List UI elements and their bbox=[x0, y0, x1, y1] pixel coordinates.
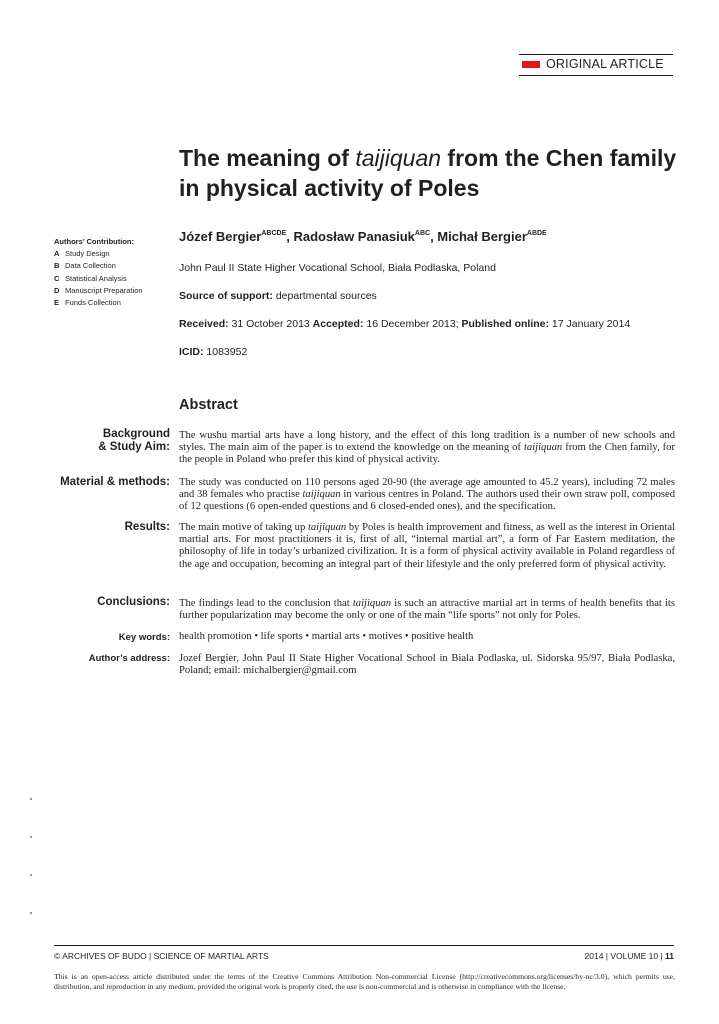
margin-mark bbox=[30, 836, 32, 838]
contribution-item: E Funds Collection bbox=[54, 298, 121, 308]
author-name: Michał Bergier bbox=[437, 229, 527, 244]
results-label: Results: bbox=[124, 521, 170, 533]
conclusions-text: The findings lead to the conclusion that taijiquan is such an attractive martial art in terms of health benefits that its further popularization may become the only or one of the main “life sports” not only for Poles. bbox=[179, 598, 675, 622]
margin-mark bbox=[30, 798, 32, 800]
affiliation: John Paul II State Higher Vocational School, Biała Podlaska, Poland bbox=[179, 262, 496, 274]
title-italic: taijiquan bbox=[355, 145, 442, 171]
abstract-heading: Abstract bbox=[179, 397, 238, 413]
section-label: ORIGINAL ARTICLE bbox=[546, 57, 664, 71]
contribution-item: A Study Design bbox=[54, 249, 110, 259]
contribution-item: D Manuscript Preparation bbox=[54, 285, 143, 295]
icid: ICID: 1083952 bbox=[179, 346, 248, 358]
margin-mark bbox=[30, 874, 32, 876]
section-marker bbox=[522, 61, 540, 68]
authors-contribution bbox=[54, 236, 143, 309]
license-text: This is an open-access article distributed under the terms of the Creative Commons Attribution Non-commercial License (http://creativecommons.org/licenses/by-nc/3.0), which permits use, distribution, and reproduction in any medium, provided the original work is properly cited, the use is non-commercial and is otherwise in compliance with the license. bbox=[54, 972, 675, 991]
contribution-heading: Authors’ Contribution: bbox=[54, 237, 134, 246]
contribution-item: B Data Collection bbox=[54, 261, 116, 271]
keywords-text: health promotion • life sports • martial arts • motives • positive health bbox=[179, 631, 474, 642]
author-name: Józef Bergier bbox=[179, 229, 262, 244]
article-title: The meaning of taijiquan from the Chen family in physical activity of Poles bbox=[179, 145, 677, 201]
header-rule-top bbox=[519, 54, 673, 55]
source-of-support: Source of support: departmental sources bbox=[179, 290, 377, 302]
contribution-item: C Statistical Analysis bbox=[54, 273, 127, 283]
address-text: Jozef Bergier, John Paul II State Higher Vocational School in Biala Podlaska, ul. Sidorska 95/97, Biała Podlaska, Poland; email: michalbergier@gmail.com bbox=[179, 653, 675, 677]
background-label: Background & Study Aim: bbox=[98, 428, 170, 453]
article-dates: Received: 31 October 2013 Accepted: 16 December 2013; Published online: 17 January 2014 bbox=[179, 318, 631, 330]
page-number: 11 bbox=[665, 951, 674, 961]
footer-rule bbox=[54, 945, 674, 946]
keywords-label: Key words: bbox=[118, 632, 170, 643]
conclusions-label: Conclusions: bbox=[97, 596, 170, 608]
margin-mark bbox=[30, 912, 32, 914]
results-text: The main motive of taking up taijiquan by Poles is health improvement and fitness, as well as the interest in Oriental martial arts. For most practitioners it is, first of all, “internal martial art”, a form of Far Eastern meditation, the philosophy of life in today’s urbanized civilization. It is a form of physical activity available in Poland regardless of the age and occupation, becoming an integral part of their lifestyle and the only preferred form of physical activity. bbox=[179, 522, 675, 570]
author-name: Radosław Panasiuk bbox=[293, 229, 415, 244]
address-label: Author’s address: bbox=[88, 653, 170, 664]
volume-page: 2014 | VOLUME 10 | 11 bbox=[584, 951, 674, 961]
journal-name: © ARCHIVES OF BUDO | SCIENCE OF MARTIAL ARTS bbox=[54, 951, 269, 961]
author-list: Józef Bergier$^{ABCDE}$, Radosław Panasiuk$^{ABC}$, Michał Bergier$^{ABDE}$ bbox=[179, 229, 547, 244]
header-rule-bottom bbox=[519, 75, 673, 76]
methods-label: Material & methods: bbox=[60, 476, 170, 488]
methods-text: The study was conducted on 110 persons aged 20-90 (the average age amounted to 45.2 years), including 72 males and 38 females who practise taijiquan in various centres in Poland. The authors used their own straw poll, composed of 12 questions (6 open-ended questions and 6 closed-ended ones), and the specification. bbox=[179, 477, 675, 513]
background-text: The wushu martial arts have a long history, and the effect of this long tradition is a number of new schools and styles. The main aim of the paper is to extend the knowledge on the meaning of taijiquan from the Chen family, for the people in Poland who prefer this kind of physical activity. bbox=[179, 430, 675, 466]
